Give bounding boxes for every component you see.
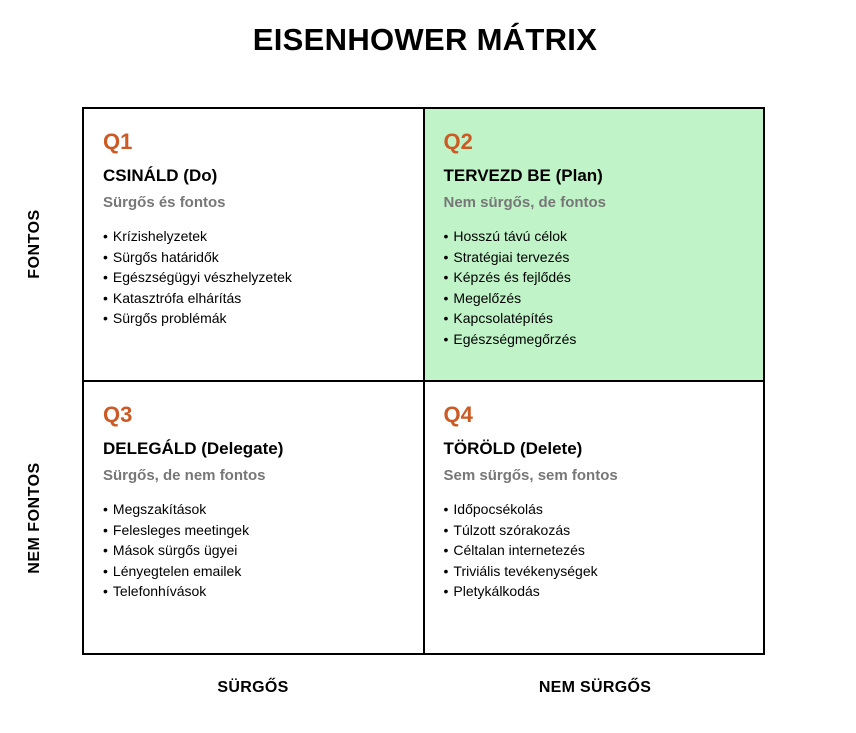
list-item: • Krízishelyzetek	[103, 226, 405, 247]
list-item: • Telefonhívások	[103, 581, 405, 602]
quadrant-item-list	[444, 226, 746, 349]
list-item: • Lényegtelen emailek	[103, 561, 405, 582]
eisenhower-matrix-grid	[82, 107, 765, 655]
y-axis-label-important: FONTOS	[26, 209, 43, 279]
list-item: • Stratégiai tervezés	[444, 247, 746, 268]
quadrant-q4	[424, 381, 764, 653]
list-item: • Egészségmegőrzés	[444, 329, 746, 350]
list-item: • Megszakítások	[103, 499, 405, 520]
quadrant-q3	[84, 381, 424, 653]
quadrant-item-list	[103, 226, 405, 329]
list-item: • Kapcsolatépítés	[444, 308, 746, 329]
list-item: • Katasztrófa elhárítás	[103, 288, 405, 309]
x-axis-label-not-urgent: NEM SÜRGŐS	[538, 679, 652, 696]
quadrant-id: Q2	[443, 129, 473, 154]
list-item: • Időpocsékolás	[444, 499, 746, 520]
x-axis-label-urgent: SÜRGŐS	[217, 679, 289, 696]
quadrant-title: TERVEZD BE (Plan)	[443, 166, 603, 185]
list-item: • Céltalan internetezés	[444, 540, 746, 561]
list-item: • Képzés és fejlődés	[444, 267, 746, 288]
list-item: • Triviális tevékenységek	[444, 561, 746, 582]
quadrant-id: Q3	[103, 402, 133, 427]
quadrant-title: DELEGÁLD (Delegate)	[103, 439, 284, 458]
quadrant-title: TÖRÖLD (Delete)	[443, 439, 583, 458]
page-title: EISENHOWER MÁTRIX	[252, 22, 598, 57]
list-item: • Megelőzés	[444, 288, 746, 309]
list-item: • Felesleges meetingek	[103, 520, 405, 541]
list-item: • Sürgős problémák	[103, 308, 405, 329]
quadrant-q2	[424, 109, 764, 381]
quadrant-title: CSINÁLD (Do)	[103, 166, 218, 185]
quadrant-item-list	[444, 499, 746, 602]
quadrant-subtitle: Nem sürgős, de fontos	[443, 194, 607, 211]
quadrant-q1	[84, 109, 424, 381]
list-item: • Pletykálkodás	[444, 581, 746, 602]
quadrant-item-list	[103, 499, 405, 602]
quadrant-subtitle: Sürgős, de nem fontos	[103, 467, 266, 484]
quadrant-id: Q4	[443, 402, 473, 427]
list-item: • Hosszú távú célok	[444, 226, 746, 247]
list-item: • Egészségügyi vészhelyzetek	[103, 267, 405, 288]
quadrant-subtitle: Sürgős és fontos	[103, 194, 226, 211]
quadrant-id: Q1	[103, 129, 133, 154]
y-axis-label-not-important: NEM FONTOS	[26, 462, 43, 574]
list-item: • Sürgős határidők	[103, 247, 405, 268]
list-item: • Túlzott szórakozás	[444, 520, 746, 541]
quadrant-subtitle: Sem sürgős, sem fontos	[443, 467, 618, 484]
list-item: • Mások sürgős ügyei	[103, 540, 405, 561]
